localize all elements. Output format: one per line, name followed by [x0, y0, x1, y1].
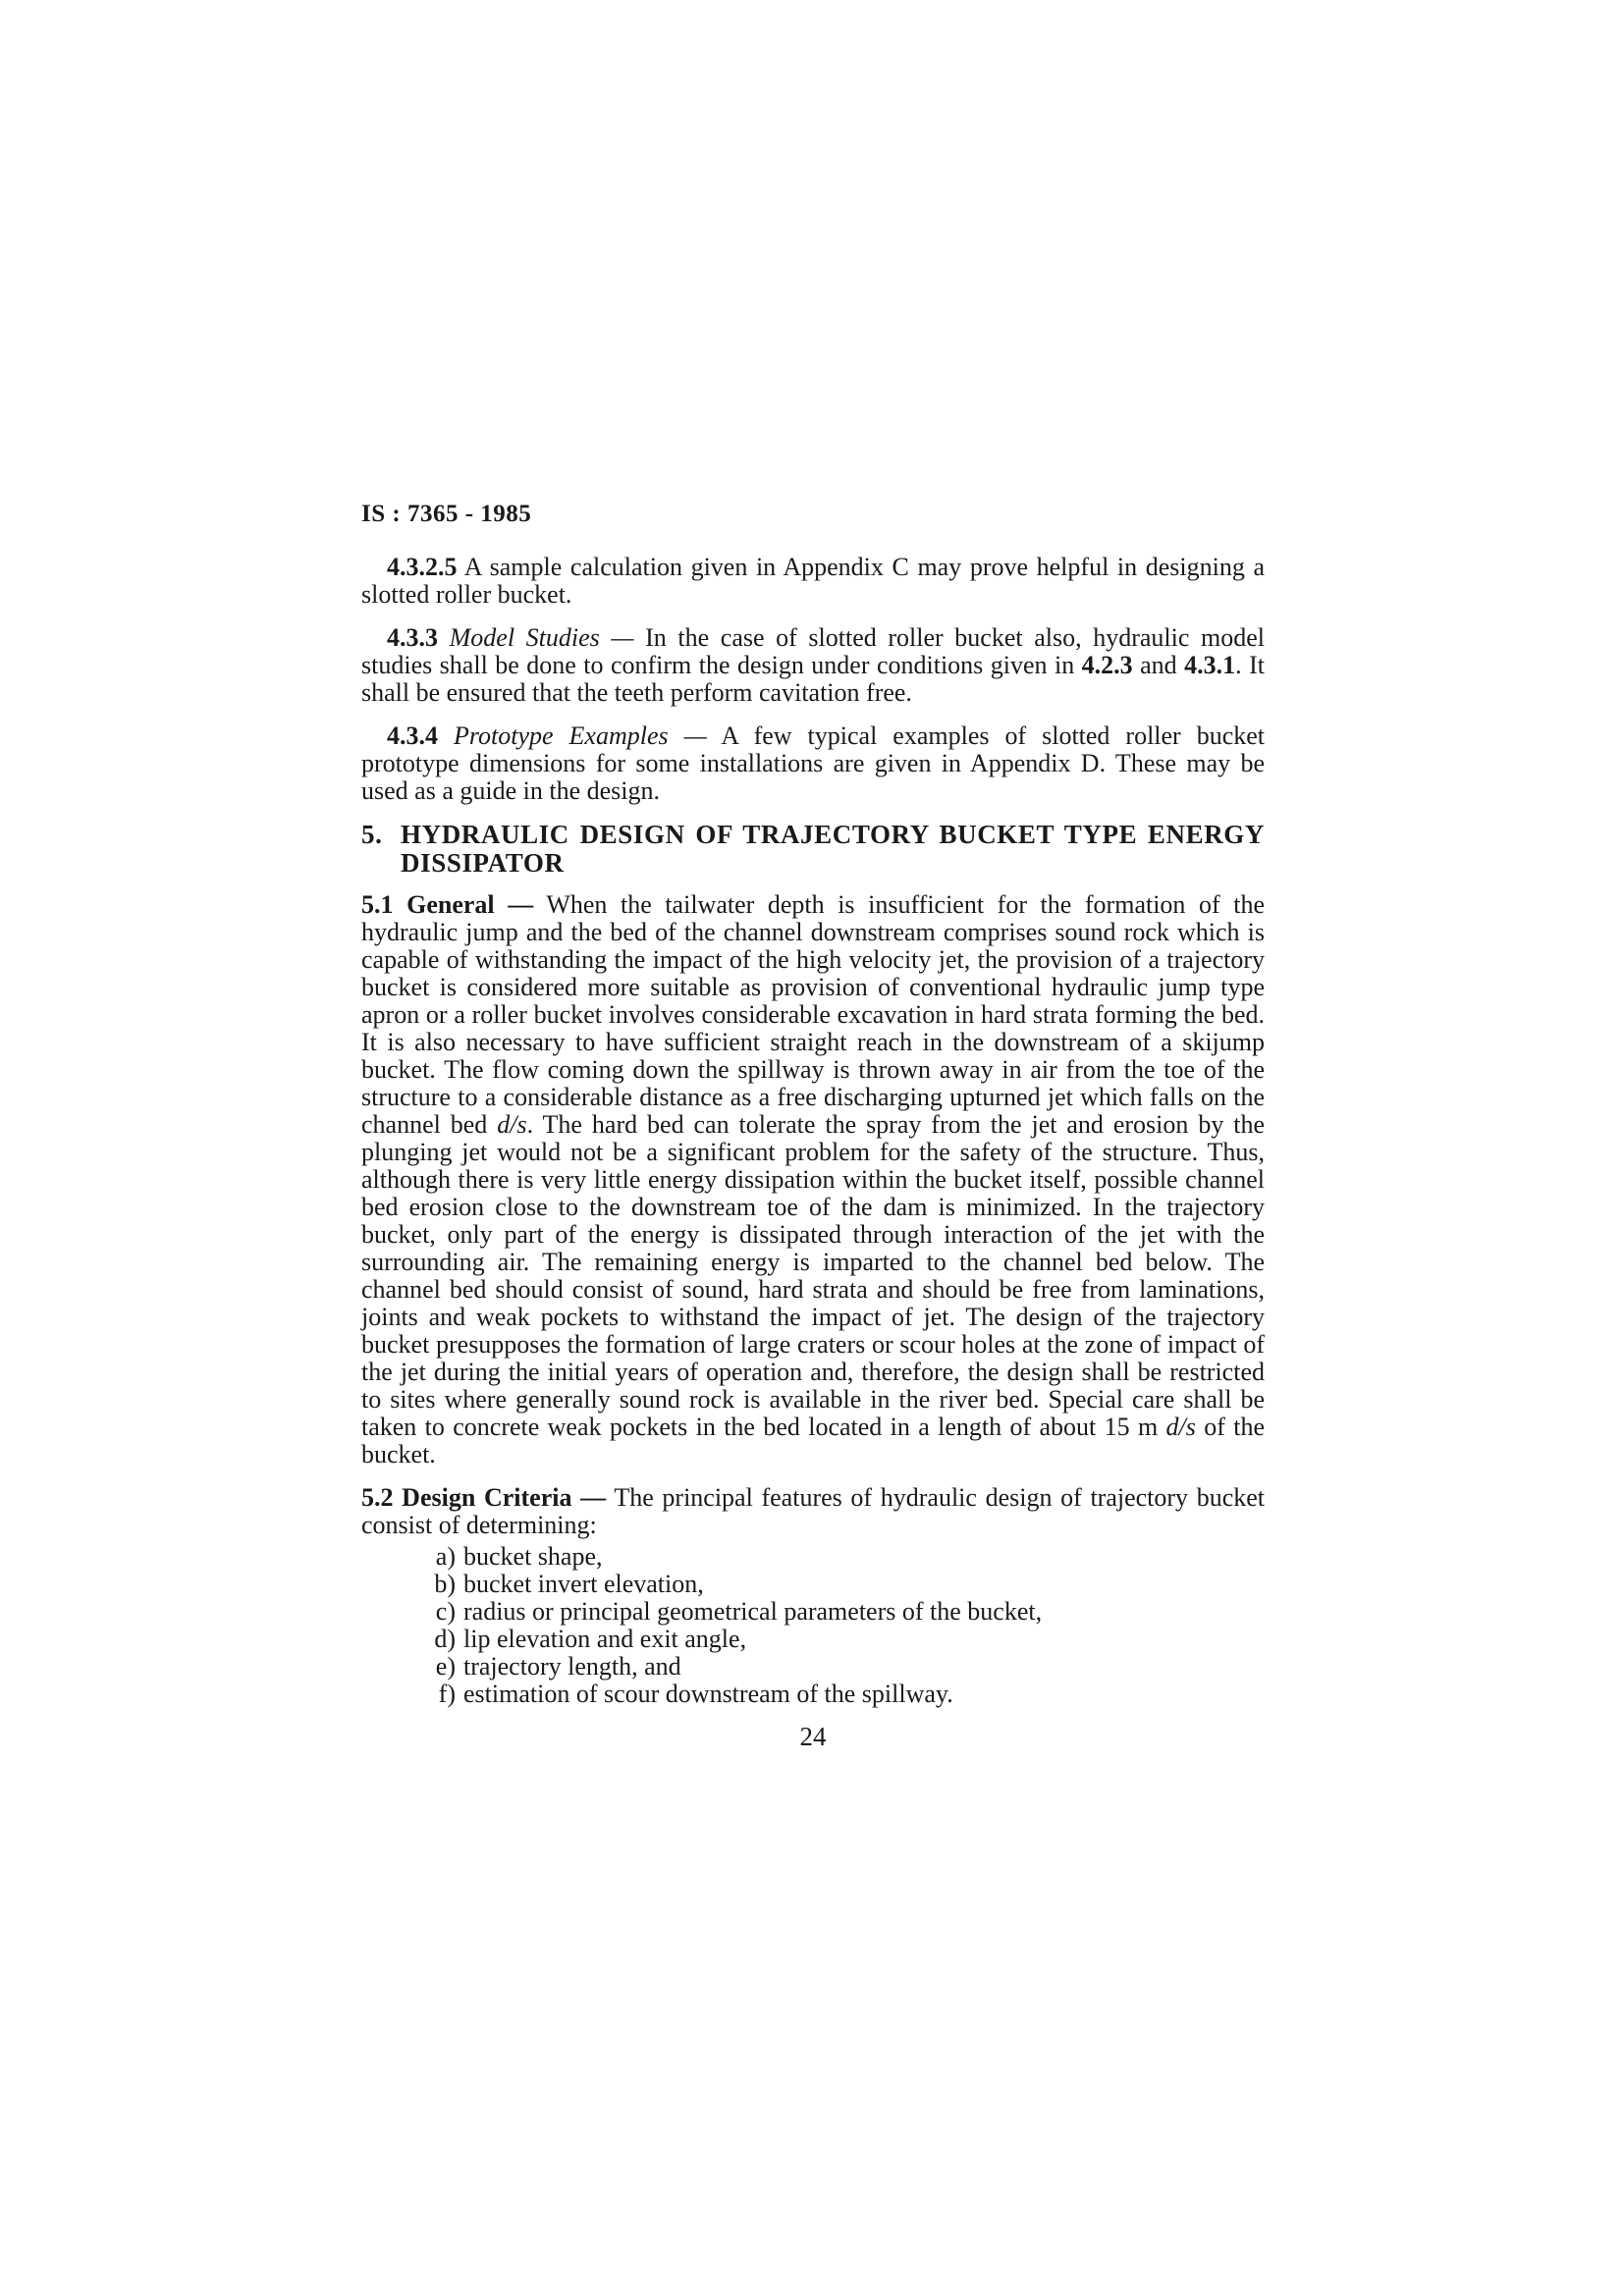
clause-text: A few typical examples of slotted roller bucket prototype dimensions for some installations are given in Appendix D. These may be used as a guide in the design.	[361, 721, 1265, 805]
list-item	[412, 1543, 1265, 1571]
paragraph-5-2	[361, 1484, 1265, 1539]
list-item	[412, 1626, 1265, 1653]
list-item-label: c)	[435, 1597, 456, 1626]
clause-number: 4.3.4	[387, 721, 438, 750]
list-item-label: d)	[434, 1625, 456, 1653]
list-item	[412, 1571, 1265, 1598]
section-number: 5.	[361, 820, 383, 849]
list-item-text: radius or principal geometrical parameters of the bucket,	[463, 1597, 1043, 1626]
clause-title: Prototype Examples —	[453, 721, 707, 750]
list-item-text: bucket invert elevation,	[463, 1570, 704, 1598]
clause-text: A sample calculation given in Appendix C may prove helpful in designing a slotted roller bucket.	[361, 553, 1265, 609]
clause-title: Model Studies —	[449, 623, 634, 652]
list-item-text: bucket shape,	[463, 1542, 603, 1571]
clause-text: . It shall be ensured that the teeth perform cavitation free.	[361, 651, 1266, 707]
paragraph-4-3-3	[361, 624, 1265, 707]
clause-number: 5.2	[361, 1483, 394, 1512]
list-item	[412, 1653, 1265, 1681]
page-number: 24	[799, 1722, 827, 1751]
list-item-label: f)	[438, 1680, 456, 1708]
clause-text: When the tailwater depth is insufficient for the formation of the hydraulic jump and the bed of the channel downstream comprises sound rock which is capable of withstanding the impact of the high velocity jet, the provision of a trajectory bucket is considered more suitable as provision of conventional hydraulic jump type apron or a roller bucket involves considerable excavation in hard strata forming the bed. It is also necessary to have sufficient straight reach in the downstream of a skijump bucket. The flow coming down the spillway is thrown away in air from the toe of the structure to a considerable distance as a free discharging upturned jet which falls on the channel bed	[361, 890, 1266, 1139]
clause-number: 4.3.2.5	[387, 553, 458, 581]
list-item-label: e)	[435, 1652, 456, 1681]
paragraph-5-1	[361, 891, 1265, 1468]
clause-number: 5.1	[361, 890, 394, 919]
clause-reference: 4.3.1	[1184, 651, 1236, 679]
list-item	[412, 1681, 1265, 1708]
list-item-text: trajectory length, and	[463, 1652, 681, 1681]
document-page	[361, 501, 1265, 1752]
list-item-text: lip elevation and exit angle,	[463, 1625, 747, 1653]
list-item-label: b)	[434, 1570, 456, 1598]
paragraph-4-3-4	[361, 722, 1265, 805]
list-item-text: estimation of scour downstream of the spillway.	[463, 1680, 953, 1708]
paragraph-4-3-2-5	[361, 554, 1265, 609]
clause-number: 4.3.3	[387, 623, 438, 652]
list-item	[412, 1598, 1265, 1626]
section-heading-5	[361, 821, 1265, 878]
design-criteria-list	[412, 1543, 1265, 1708]
list-item-label: a)	[435, 1542, 456, 1571]
clause-title: General —	[406, 890, 534, 919]
abbreviation-downstream: d/s	[1165, 1413, 1196, 1441]
clause-title: Design Criteria —	[402, 1483, 607, 1512]
clause-text: In the case of slotted roller bucket also, hydraulic model studies shall be done to confirm the design under conditions given in	[361, 623, 1266, 679]
clause-text: of the bucket.	[361, 1413, 1266, 1468]
clause-text: and	[1140, 651, 1177, 679]
clause-reference: 4.2.3	[1081, 651, 1133, 679]
clause-text: The principal features of hydraulic design of trajectory bucket consist of determining:	[361, 1483, 1266, 1539]
abbreviation-downstream: d/s	[497, 1110, 527, 1139]
standard-header: IS : 7365 - 1985	[361, 501, 532, 527]
clause-text: . The hard bed can tolerate the spray from the jet and erosion by the plunging jet would not be a significant problem for the safety of the structure. Thus, although there is very little energy dissipation within the bucket itself, possible channel bed erosion close to the downstream toe of the dam is minimized. In the trajectory bucket, only part of the energy is dissipated through interaction of the jet with the surrounding air. The remaining energy is imparted to the channel bed below. The channel bed should consist of sound, hard strata and should be free from laminations, joints and weak pockets to withstand the impact of jet. The design of the trajectory bucket presupposes the formation of large craters or scour holes at the zone of impact of the jet during the initial years of operation and, therefore, the design shall be restricted to sites where generally sound rock is available in the river bed. Special care shall be taken to concrete weak pockets in the bed located in a length of about 15 m	[361, 1110, 1266, 1441]
section-title: HYDRAULIC DESIGN OF TRAJECTORY BUCKET TYPE ENERGY DISSIPATOR	[401, 820, 1265, 878]
